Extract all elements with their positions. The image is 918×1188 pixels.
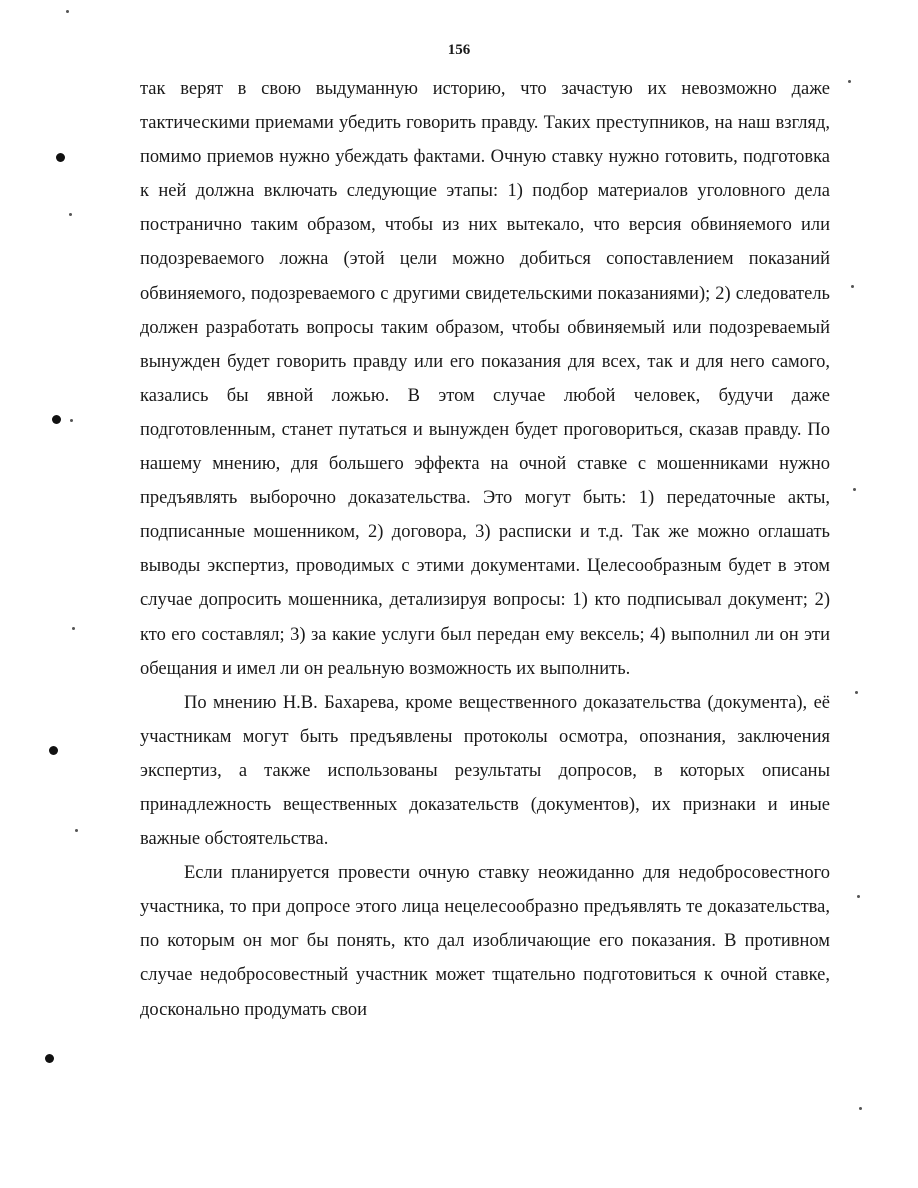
scan-speck: [851, 285, 854, 288]
scan-speck: [70, 419, 73, 422]
scan-speck: [853, 488, 856, 491]
text-body: [140, 72, 830, 1027]
binding-hole-mark: [45, 1054, 54, 1063]
paragraph-1: так верят в свою выдуманную историю, что зачастую их невозможно даже тактическими приемами убедить говорить правду. Таких преступников, на наш взгляд, помимо приемов нужно убеждать фактами. Очную ставку нужно готовить, подготовка к ней должна включать следующие этапы: 1) подбор материалов уголовного дела постранично таким образом, чтобы из них вытекало, что версия обвиняемого или подозреваемого ложна (этой цели можно добиться сопоставлением показаний обвиняемого, подозреваемого с другими свидетельскими показаниями); 2) следователь должен разработать вопросы таким образом, чтобы обвиняемый или подозреваемый вынужден будет говорить правду или его показания для всех, так и для него самого, казались бы явной ложью. В этом случае любой человек, будучи даже подготовленным, станет путаться и вынужден будет проговориться, сказав правду. По нашему мнению, для большего эффекта на очной ставке с мошенниками нужно предъявлять выборочно доказательства. Это могут быть: 1) передаточные акты, подписанные мошенником, 2) договора, 3) расписки и т.д. Так же можно оглашать выводы экспертиз, проводимых с этими документами. Целесообразным будет в этом случае допросить мошенника, детализируя вопросы: 1) кто подписывал документ; 2) кто его составлял; 3) за какие услуги был передан ему вексель; 4) выполнил ли он эти обещания и имел ли он реальную возможность их выполнить.: [140, 79, 830, 679]
page-number: 156: [447, 42, 471, 58]
scan-speck: [75, 829, 78, 832]
binding-hole-mark: [49, 746, 58, 755]
binding-hole-mark: [56, 153, 65, 162]
scan-speck: [69, 213, 72, 216]
scan-speck: [855, 691, 858, 694]
scan-speck: [66, 10, 69, 13]
scan-speck: [848, 80, 851, 83]
paragraph-2: По мнению Н.В. Бахарева, кроме вещественного доказательства (документа), её участникам могут быть предъявлены протоколы осмотра, опознания, заключения экспертиз, а также использованы результаты допросов, в которых описаны принадлежность вещественных доказательств (документов), их признаки и иные важные обстоятельства.: [140, 692, 830, 850]
scan-speck: [857, 895, 860, 898]
paragraph-3: Если планируется провести очную ставку неожиданно для недобросовестного участника, то при допросе этого лица нецелесообразно предъявлять те доказательства, по которым он мог бы понять, кто дал изобличающие его показания. В противном случае недобросовестный участник может тщательно подготовиться к очной ставке, досконально продумать свои: [140, 863, 830, 1020]
scan-speck: [72, 627, 75, 630]
scan-speck: [859, 1107, 862, 1110]
binding-hole-mark: [52, 415, 61, 424]
